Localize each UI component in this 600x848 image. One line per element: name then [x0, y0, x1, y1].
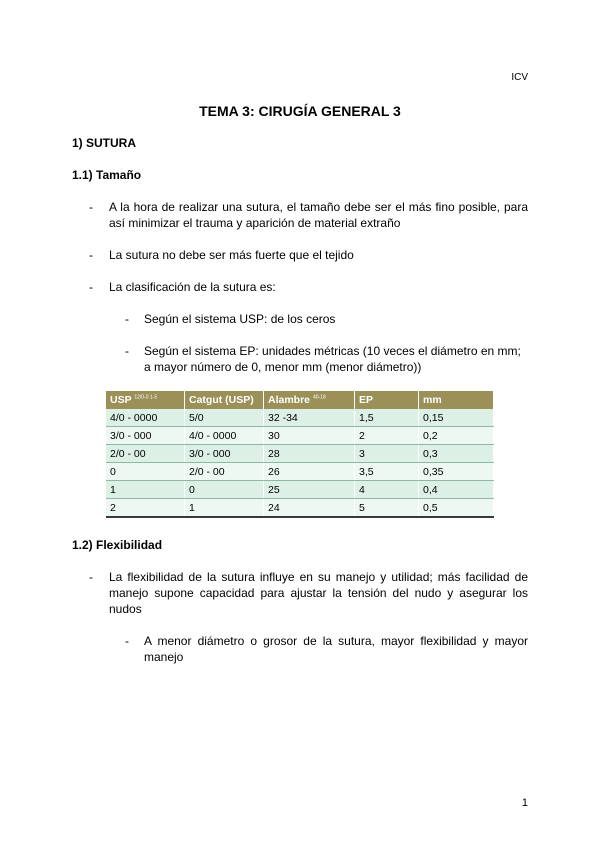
table-cell: 3 [355, 445, 419, 463]
column-header-catgut: Catgut (USP) [185, 391, 264, 409]
table-cell: 1 [106, 481, 185, 499]
column-header-mm: mm [419, 391, 494, 409]
table-cell: 0,3 [419, 445, 494, 463]
bullet-dash: - [89, 280, 93, 294]
table-cell: 2/0 - 00 [185, 463, 264, 481]
table-cell: 0,2 [419, 427, 494, 445]
table-cell: 28 [264, 445, 355, 463]
list-item-text: A la hora de realizar una sutura, el tamaño debe ser el más fino posible, para así minimizar el trauma y aparición de material extraño [109, 200, 528, 230]
table-row [106, 463, 494, 481]
list-item-text: A menor diámetro o grosor de la sutura, mayor flexibilidad y mayor manejo [144, 634, 528, 664]
bullet-dash: - [89, 248, 93, 262]
table-cell: 0,35 [419, 463, 494, 481]
section-heading-tamano: 1.1) Tamaño [72, 168, 142, 182]
table-row [106, 409, 494, 427]
table-row [106, 427, 494, 445]
suture-size-table [106, 391, 494, 518]
bullet-dash: - [125, 634, 129, 648]
table-row [106, 481, 494, 499]
table-cell: 4/0 - 0000 [106, 409, 185, 427]
table-cell: 2 [355, 427, 419, 445]
bullet-dash: - [125, 312, 129, 326]
table-cell: 1 [185, 499, 264, 518]
table-row [106, 445, 494, 463]
table-header-row [106, 391, 494, 409]
list-item [72, 247, 528, 263]
table-cell: 1,5 [355, 409, 419, 427]
table-cell: 0 [106, 463, 185, 481]
list-item [72, 569, 528, 617]
list-item-text: Según el sistema USP: de los ceros [144, 312, 336, 326]
table-cell: 32 -34 [264, 409, 355, 427]
table-cell: 26 [264, 463, 355, 481]
table-cell: 4/0 - 0000 [185, 427, 264, 445]
bullet-dash: - [125, 344, 129, 358]
list-item [72, 199, 528, 231]
table-cell: 0,15 [419, 409, 494, 427]
table-cell: 2/0 - 00 [106, 445, 185, 463]
list-item [108, 311, 528, 327]
list-item-text: La sutura no debe ser más fuerte que el tejido [109, 248, 354, 262]
table-cell: 2 [106, 499, 185, 518]
header-tag: ICV [511, 72, 528, 83]
bullet-dash: - [89, 570, 93, 584]
list-item [108, 343, 528, 375]
list-item [108, 633, 528, 665]
table-cell: 0,5 [419, 499, 494, 518]
column-header-usp: USP $^{12/0-0 1-5}$ [106, 391, 185, 409]
list-item-text: La clasificación de la sutura es: [109, 280, 276, 294]
list-item-text: La flexibilidad de la sutura influye en su manejo y utilidad; más facilidad de manejo supone capacidad para ajustar la tensión del nudo y asegurar los nudos [109, 570, 528, 616]
table-cell: 5 [355, 499, 419, 518]
table-cell: 30 [264, 427, 355, 445]
table-cell: 3/0 - 000 [106, 427, 185, 445]
bullet-dash: - [89, 200, 93, 214]
column-header-ep: EP [355, 391, 419, 409]
page-number: 1 [521, 797, 528, 809]
table-cell: 0 [185, 481, 264, 499]
column-header-alambre: Alambre $^{40-18}$ [264, 391, 355, 409]
table-row [106, 499, 494, 518]
table-cell: 4 [355, 481, 419, 499]
table-cell: 0,4 [419, 481, 494, 499]
list-item-text: Según el sistema EP: unidades métricas (10 veces el diámetro en mm; a mayor número de 0, menor mm (menor diámetro)) [144, 344, 521, 374]
page-title: TEMA 3: CIRUGÍA GENERAL 3 [199, 103, 401, 119]
table-cell: 24 [264, 499, 355, 518]
table-cell: 3/0 - 000 [185, 445, 264, 463]
table-cell: 25 [264, 481, 355, 499]
section-heading-sutura: 1) SUTURA [72, 136, 137, 150]
table-cell: 3,5 [355, 463, 419, 481]
table-cell: 5/0 [185, 409, 264, 427]
list-item [72, 279, 528, 295]
section-heading-flexibilidad: 1.2) Flexibilidad [72, 538, 163, 552]
